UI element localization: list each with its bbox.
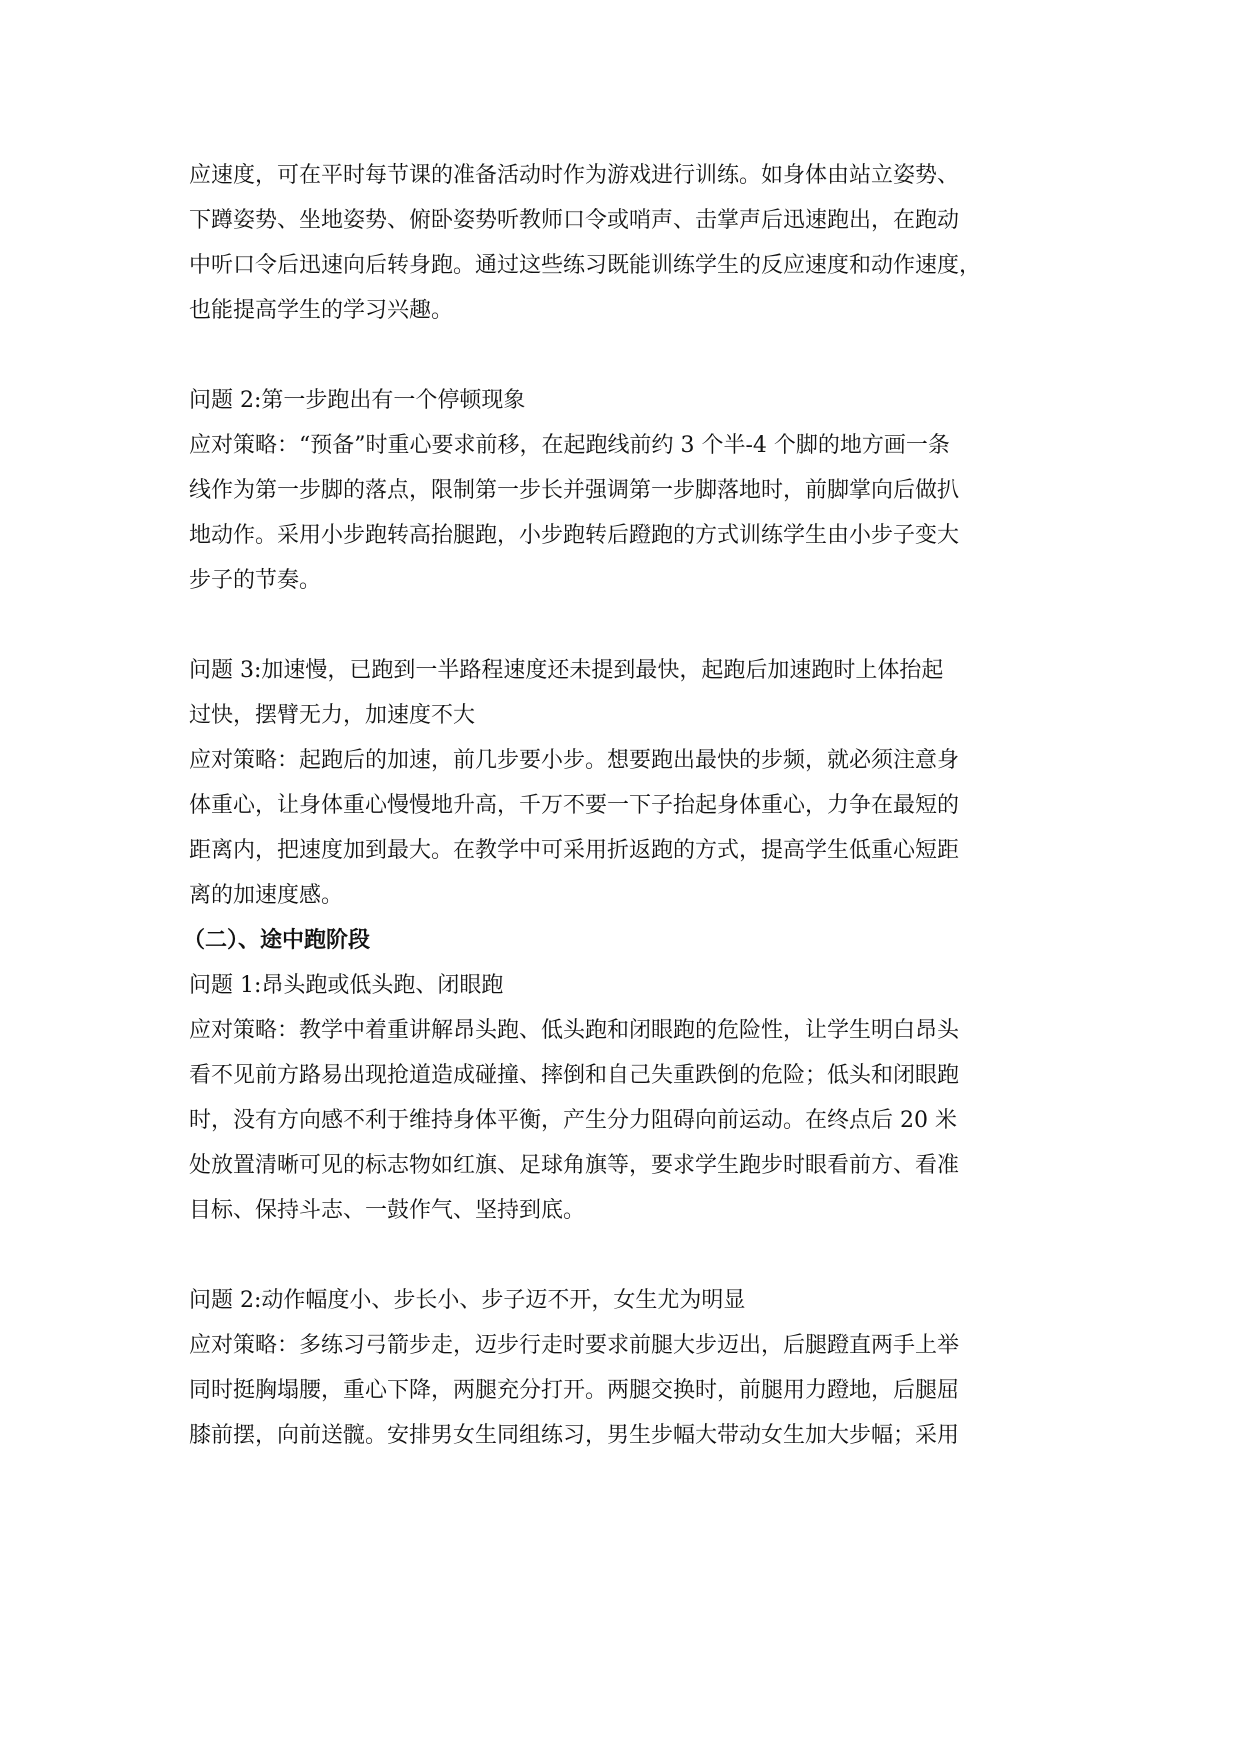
text-line: 中听口令后迅速向后转身跑。通过这些练习既能训练学生的反应速度和动作速度， [189,253,982,278]
text-line: 应对策略：起跑后的加速，前几步要小步。想要跑出最快的步频，就必须注意身 [189,748,960,773]
text-line: 处放置清晰可见的标志物如红旗、足球角旗等，要求学生跑步时眼看前方、看准 [189,1153,960,1178]
text-line: 时，没有方向感不利于维持身体平衡，产生分力阻碍向前运动。在终点后 20 米 [189,1108,957,1133]
text-line: 也能提高学生的学习兴趣。 [189,298,454,323]
text-line: 应速度，可在平时每节课的准备活动时作为游戏进行训练。如身体由站立姿势、 [189,163,960,188]
question-title: 问题 2:动作幅度小、步长小、步子迈不开，女生尤为明显 [189,1288,746,1313]
text-line: 线作为第一步脚的落点，限制第一步长并强调第一步脚落地时，前脚掌向后做扒 [189,478,960,503]
text-line: 膝前摆，向前送髋。安排男女生同组练习，男生步幅大带动女生加大步幅；采用 [189,1423,960,1448]
question-title: 问题 1:昂头跑或低头跑、闭眼跑 [189,973,504,998]
text-line: 地动作。采用小步跑转高抬腿跑，小步跑转后蹬跑的方式训练学生由小步子变大 [189,523,960,548]
text-line: 应对策略：多练习弓箭步走，迈步行走时要求前腿大步迈出，后腿蹬直两手上举 [189,1333,960,1358]
text-line: 同时挺胸塌腰，重心下降，两腿充分打开。两腿交换时，前腿用力蹬地，后腿屈 [189,1378,960,1403]
text-line: 下蹲姿势、坐地姿势、俯卧姿势听教师口令或哨声、击掌声后迅速跑出，在跑动 [189,208,960,233]
paragraph-spacer [189,1233,1061,1278]
section-heading: （二）、途中跑阶段 [183,928,371,953]
paragraph-spacer [189,333,1061,378]
document-body [183,153,1061,1458]
paragraph-intro [189,153,1061,333]
question-title: 问题 3:加速慢，已跑到一半路程速度还未提到最快，起跑后加速跑时上体抬起 [189,658,944,683]
text-line: 步子的节奏。 [189,568,322,593]
text-line: 目标、保持斗志、一鼓作气、坚持到底。 [189,1198,586,1223]
question-title-continued: 过快，摆臂无力，加速度不大 [189,703,476,728]
text-line: 距离内，把速度加到最大。在教学中可采用折返跑的方式，提高学生低重心短距 [189,838,960,863]
text-line: 应对策略：“预备”时重心要求前移，在起跑线前约 3 个半-4 个脚的地方画一条 [189,433,950,458]
paragraph-spacer [189,603,1061,648]
text-line: 体重心，让身体重心慢慢地升高，千万不要一下子抬起身体重心，力争在最短的 [189,793,960,818]
text-line: 离的加速度感。 [189,883,344,908]
paragraph-question-2 [189,378,1061,603]
text-line: 应对策略：教学中着重讲解昂头跑、低头跑和闭眼跑的危险性，让学生明白昂头 [189,1018,960,1043]
paragraph-midrun-question-1 [189,963,1061,1233]
question-title: 问题 2:第一步跑出有一个停顿现象 [189,388,526,413]
paragraph-question-3 [189,648,1061,918]
paragraph-midrun-question-2 [189,1278,1061,1458]
text-line: 看不见前方路易出现抢道造成碰撞、摔倒和自己失重跌倒的危险；低头和闭眼跑 [189,1063,960,1088]
